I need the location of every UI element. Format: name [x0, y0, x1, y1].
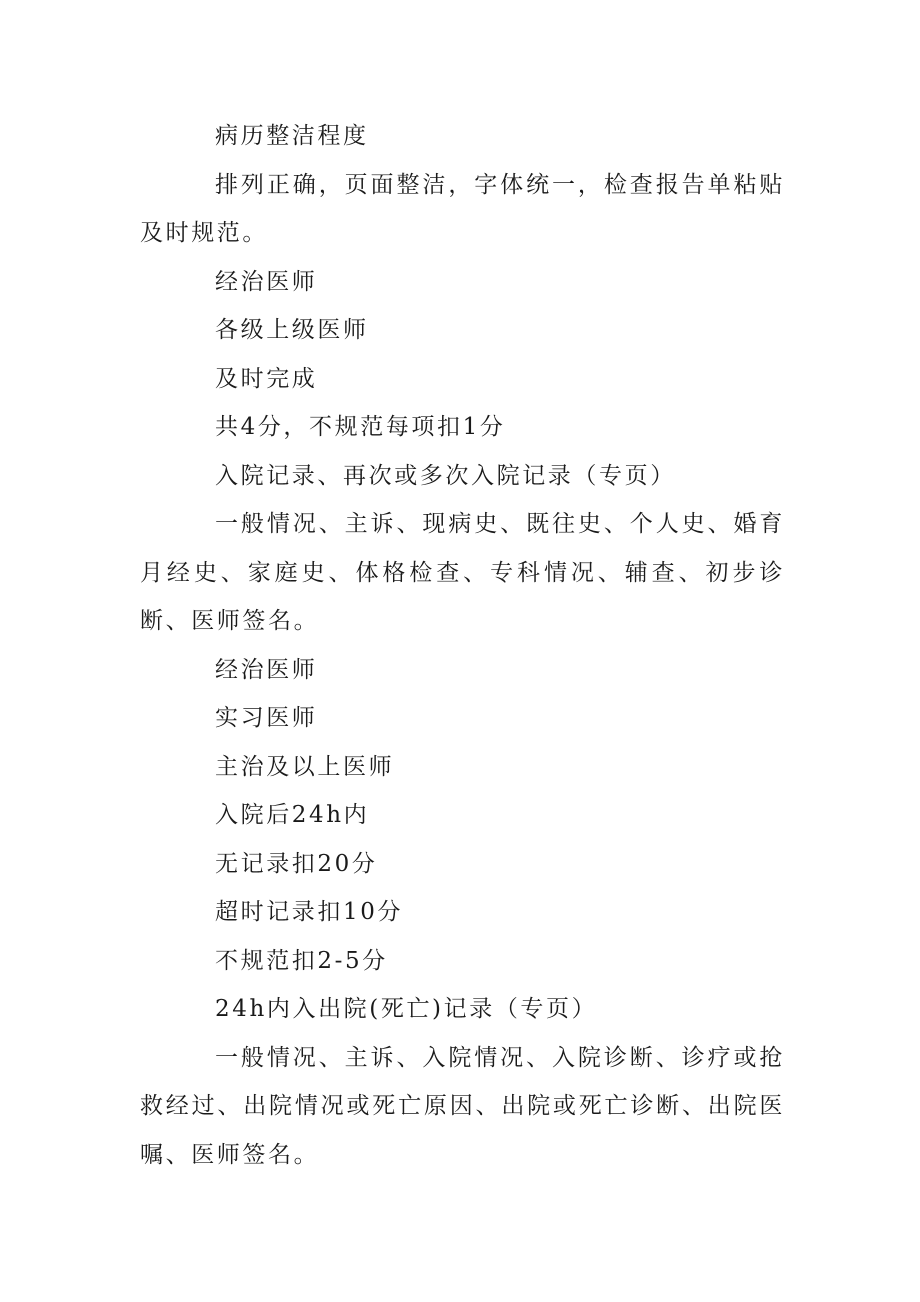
paragraph-attending-doctor: 经治医师 — [215, 268, 318, 295]
paragraph-record-tidiness: 病历整洁程度 — [215, 123, 369, 149]
paragraph-intern-doctor: 实习医师 — [215, 705, 318, 731]
paragraph-timely-completion: 及时完成 — [215, 365, 318, 392]
paragraph-tidiness-criteria: 排列正确，页面整洁，字体统一，检查报告单粘贴及时规范。 — [140, 171, 785, 246]
paragraph-within-24h: 入院后24h内 — [215, 802, 370, 828]
paragraph-no-record-deduction: 无记录扣20分 — [215, 850, 378, 877]
paragraph-score-rule: 共4分，不规范每项扣1分 — [215, 414, 506, 440]
paragraph-attending-doctor-2: 经治医师 — [215, 656, 318, 683]
paragraph-admission-record-heading: 入院记录、再次或多次入院记录（专页） — [215, 462, 676, 489]
paragraph-admission-record-items: 一般情况、主诉、现病史、既往史、个人史、婚育月经史、家庭史、体格检查、专科情况、辅查、初步诊断、医师签名。 — [140, 511, 785, 634]
paragraph-24h-discharge-items: 一般情况、主诉、入院情况、入院诊断、诊疗或抢救经过、出院情况或死亡原因、出院或死亡诊断、出院医嘱、医师签名。 — [140, 1044, 785, 1168]
document-body — [140, 112, 785, 1179]
paragraph-24h-discharge-heading: 24h内入出院(死亡)记录（专页） — [215, 996, 598, 1022]
paragraph-senior-doctors: 各级上级医师 — [215, 317, 369, 343]
paragraph-overtime-deduction: 超时记录扣10分 — [215, 899, 404, 925]
paragraph-irregular-deduction: 不规范扣2-5分 — [215, 947, 388, 974]
paragraph-chief-doctor: 主治及以上医师 — [215, 753, 395, 780]
